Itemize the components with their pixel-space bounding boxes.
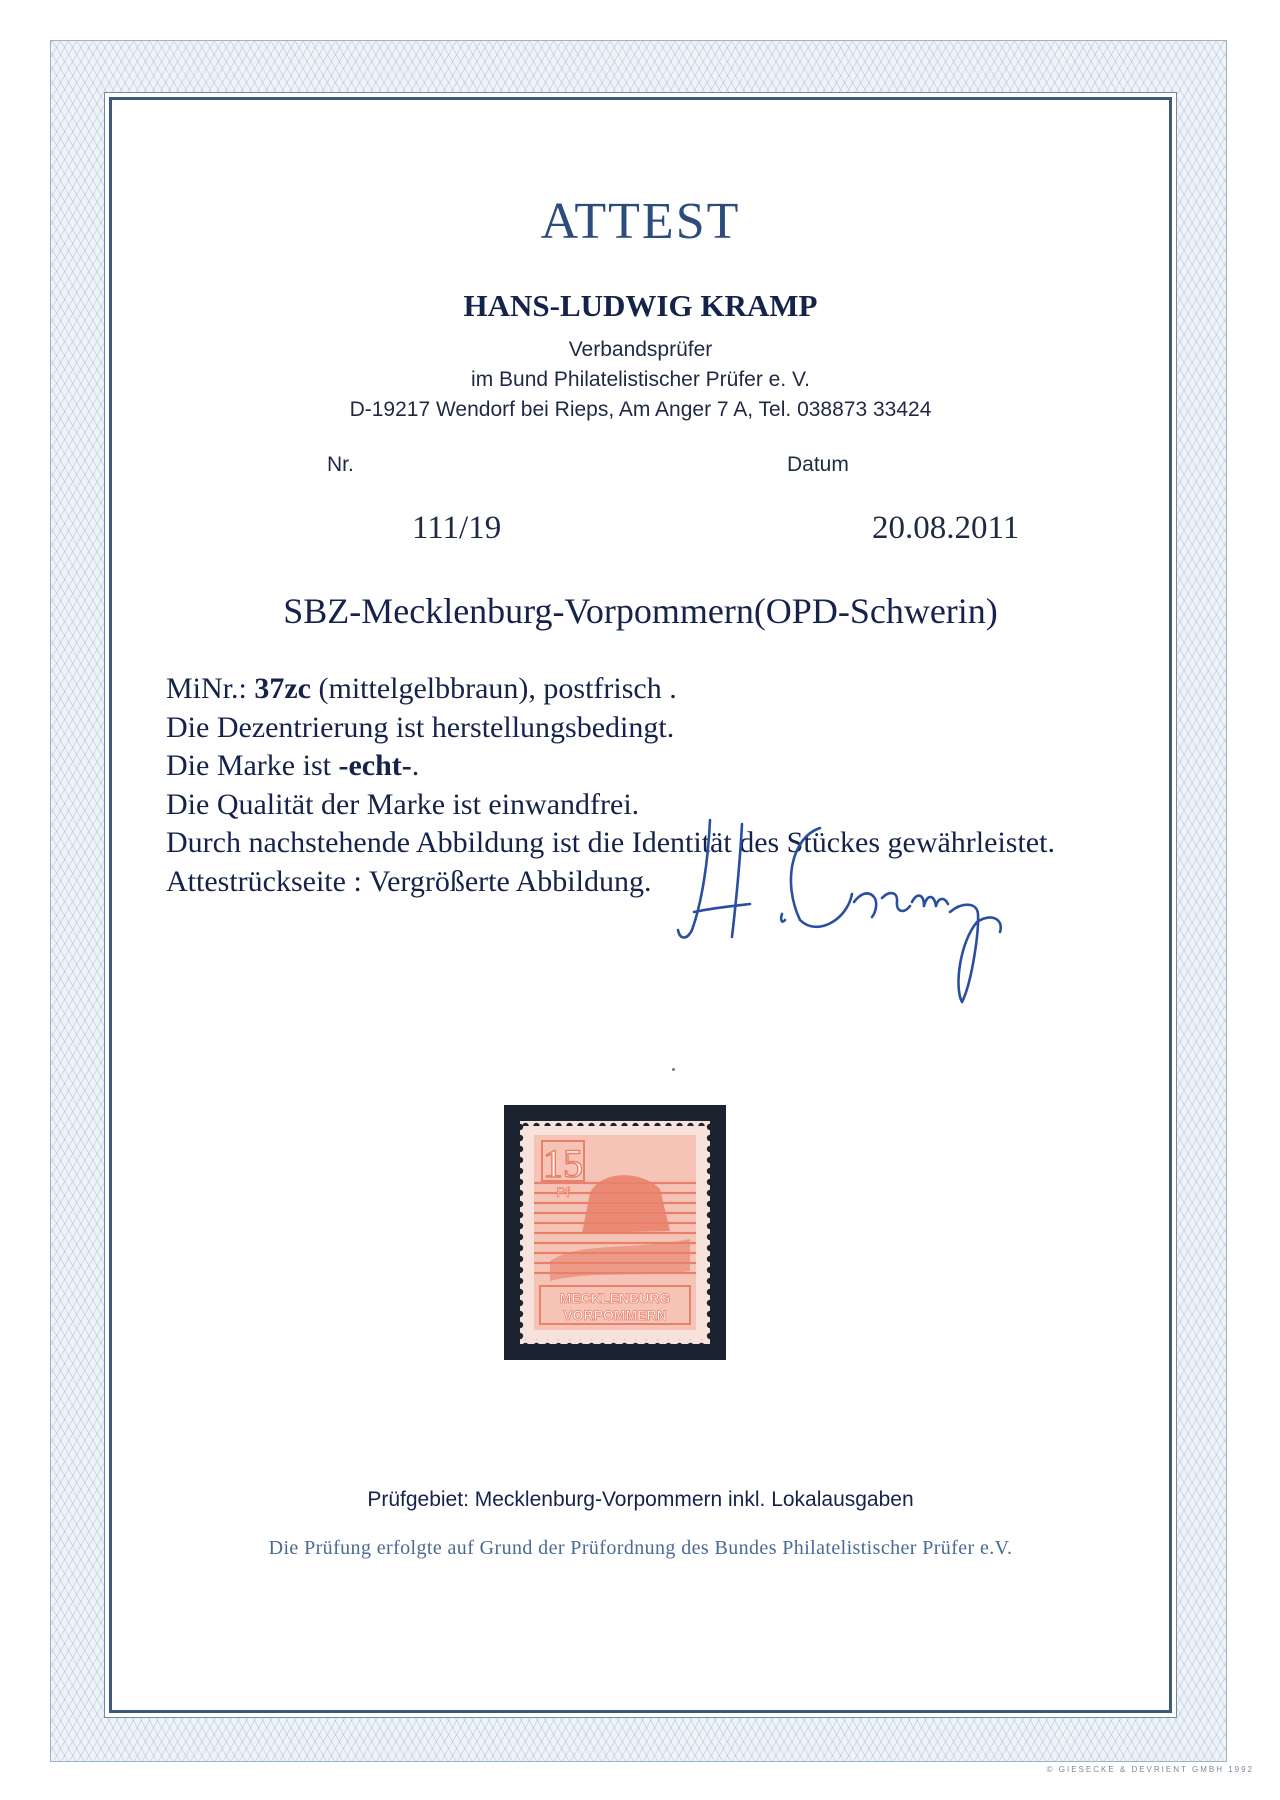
collecting-area: SBZ-Mecklenburg-Vorpommern(OPD-Schwerin) bbox=[283, 591, 998, 631]
examination-area: Prüfgebiet: Mecklenburg-Vorpommern inkl. Lokalausgaben bbox=[367, 1488, 914, 1511]
body-line-centering: Die Dezentrierung ist herstellungsbedingt. bbox=[166, 710, 675, 744]
printer-imprint: © GIESECKE & DEVRIENT GMBH 1992 bbox=[1046, 1765, 1254, 1774]
certificate-title: ATTEST bbox=[540, 193, 741, 250]
certificate-number: 111/19 bbox=[412, 510, 502, 546]
genuine-rest: . bbox=[411, 749, 420, 782]
handwritten-signature bbox=[632, 802, 1052, 1032]
examiner-role: Verbandsprüfer bbox=[568, 338, 713, 361]
catalog-prefix: MiNr.: bbox=[166, 672, 255, 705]
genuine-prefix: Die Marke ist bbox=[166, 749, 339, 782]
body-line-reverse: Attestrückseite : Vergrößerte Abbildung. bbox=[166, 864, 652, 898]
body-line-identity: Durch nachstehende Abbildung ist die Identität des Stückes gewährleistet. bbox=[166, 826, 1055, 859]
body-line-catalog bbox=[166, 670, 1166, 709]
examiner-address: D-19217 Wendorf bei Rieps, Am Anger 7 A, Tel. 038873 33424 bbox=[349, 398, 932, 421]
stamp-denomination: 15 bbox=[543, 1141, 583, 1186]
certificate-sheet bbox=[50, 40, 1227, 1762]
certificate-frame bbox=[109, 97, 1172, 1713]
stamp-text-line2: VORPOMMERN bbox=[563, 1307, 667, 1323]
catalog-number: 37zc bbox=[254, 672, 311, 705]
footer-note: Die Prüfung erfolgte auf Grund der Prüfordnung des Bundes Philatelistischer Prüfer e.V. bbox=[268, 1537, 1013, 1559]
stamp-photo bbox=[504, 1105, 726, 1360]
genuine-verdict: -echt- bbox=[338, 749, 412, 782]
examiner-association: im Bund Philatelistischer Prüfer e. V. bbox=[471, 368, 810, 391]
stamp-text-line1: MECKLENBURG bbox=[559, 1290, 671, 1306]
catalog-rest: (mittelgelbbraun), postfrisch . bbox=[311, 672, 677, 705]
paper-speck bbox=[672, 1068, 675, 1071]
body-line-genuine bbox=[166, 747, 1166, 786]
certificate-date: 20.08.2011 bbox=[872, 510, 1020, 546]
examiner-name: HANS-LUDWIG KRAMP bbox=[463, 288, 818, 323]
body-line-quality: Die Qualität der Marke ist einwandfrei. bbox=[166, 787, 640, 821]
stamp-currency: Pf bbox=[556, 1184, 570, 1200]
number-label: Nr. bbox=[327, 453, 354, 476]
date-label: Datum bbox=[787, 453, 849, 476]
stamp-image bbox=[520, 1121, 710, 1344]
